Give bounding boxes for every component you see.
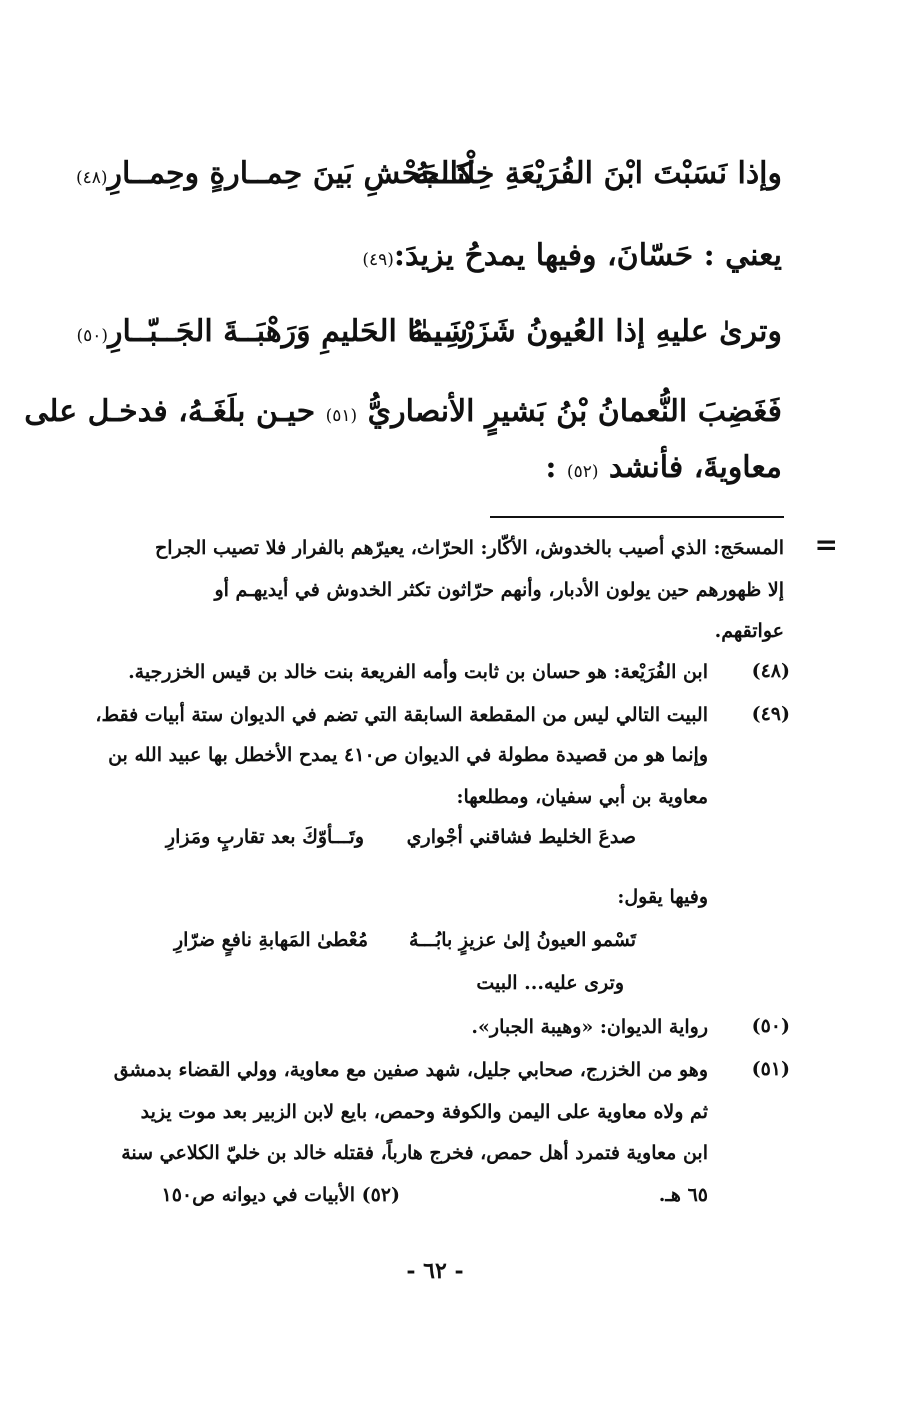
prose-line-5-text: معاويةَ، فأنشد xyxy=(608,450,782,485)
footnote-49-verse-1-second: وتَـــأوّكَ بعد تقاربٍ ومَزارِ xyxy=(165,826,364,848)
verse-3-second-text: سِيمٰا الحَليمِ وَرَهْبَــةَ الجَــبّــارِ xyxy=(108,314,468,349)
footnote-50-text: رواية الديوان: «وهيبة الجبار». xyxy=(471,1016,708,1038)
footnote-separator xyxy=(490,516,784,518)
footnote-intro-line-1: المسحَج: الذي أصيب بالخدوش، الأكّار: الحرّاث، يعيرّهم بالفرار فلا تصيب الجراح xyxy=(155,537,784,559)
footnote-50-number: (٥٠) xyxy=(751,1015,790,1037)
footnote-49-verse-2-second: مُعْطىٰ المَهابةِ نافعٍ ضرّارِ xyxy=(173,929,368,951)
footnote-48-text: ابن الفُرَيْعة: هو حسان بن ثابت وأمه الفريعة بنت خالد بن قيس الخزرجية. xyxy=(128,661,708,683)
footnote-49-verse-2-first: تَسْمو العيونُ إلىٰ عزيزٍ بابُـــهُ xyxy=(409,929,636,951)
prose-line-2 xyxy=(362,236,782,280)
footnote-51-line-1: وهو من الخزرج، صحابي جليل، شهد صفين مع معاوية، وولي القضاء بدمشق xyxy=(113,1059,708,1081)
footnote-49-line-2: وإنما هو من قصيدة مطولة في الديوان ص٤١٠ يمدح الأخطل بها عبيد الله بن xyxy=(108,744,708,766)
verse-1-second-text: كالجَحْشِ بَينَ حِمــارةٍ وحِمــارِ xyxy=(107,156,473,191)
verse-1-second-hemistich xyxy=(76,154,473,198)
footnote-intro-line-2: إلا ظهورهم حين يولون الأدبار، وأنهم حرّاثون تكثر الخدوش في أيديهـم أو xyxy=(214,579,784,601)
prose-line-4 xyxy=(24,392,782,436)
footnote-49-line-1: البيت التالي ليس من المقطعة السابقة التي تضم في الديوان ستة أبيات فقط، xyxy=(95,704,708,726)
prose-line-2-text: يعني : حَسّانَ، وفيها يمدحُ يزيدَ: xyxy=(393,238,782,273)
footnote-49-number: (٤٩) xyxy=(751,703,790,725)
prose-line-5 xyxy=(545,448,782,492)
footnote-51-line-3: ابن معاوية فتمرد أهل حمص، فخرج هارباً، فقتله خالد بن خليّ الكلاعي سنة xyxy=(121,1142,708,1164)
footnote-48-number: (٤٨) xyxy=(751,660,790,682)
footnote-ref-50: (٥٠) xyxy=(76,326,108,346)
footnote-ref-49: (٤٩) xyxy=(362,250,394,270)
prose-line-5-tail: : xyxy=(545,450,557,485)
footnote-continuation-marker: = xyxy=(814,528,838,561)
footnote-ref-48: (٤٨) xyxy=(75,168,108,188)
prose-line-4-tail: حيـن بلَغَـهُ، فدخـل على xyxy=(24,394,316,429)
verse-1-first-hemistich: وإذا نَسَبْتَ ابْنَ الفُرَيْعَةِ خِلْتَـــهُ xyxy=(414,156,782,191)
footnote-49-line-4: وفيها يقول: xyxy=(617,886,708,908)
footnote-49-line-3: معاوية بن أبي سفيان، ومطلعها: xyxy=(456,786,708,808)
footnote-51-line-2: ثم ولاه معاوية على اليمن والكوفة وحمص، بايع لابن الزبير بعد موت يزيد xyxy=(140,1101,708,1123)
verse-3-second-hemistich xyxy=(76,312,468,356)
footnote-52-text: (٥٢) الأبيات في ديوانه ص١٥٠ xyxy=(161,1184,400,1206)
footnote-51-number: (٥١) xyxy=(751,1058,790,1080)
verse-3-first-hemistich: وترىٰ عليهِ إذا العُيونُ شَزَرْنَـــهُ xyxy=(408,314,782,349)
footnote-intro-line-3: عواتقهم. xyxy=(714,620,784,642)
footnote-ref-51: (٥١) xyxy=(325,406,358,426)
prose-line-4-text: فَغَضِبَ النُّعمانُ بْنُ بَشيرٍ الأنصاريُّ xyxy=(367,394,782,429)
footnote-49-verse-1-first: صدعَ الخليط فشاقني أجْواري xyxy=(406,826,636,848)
page-number: - ٦٢ - xyxy=(406,1258,464,1284)
footnote-49-line-5: وترى عليه... البيت xyxy=(476,972,624,994)
footnote-51-line-4: ٦٥ هـ. xyxy=(658,1184,708,1206)
footnote-ref-52: (٥٢) xyxy=(566,462,599,482)
